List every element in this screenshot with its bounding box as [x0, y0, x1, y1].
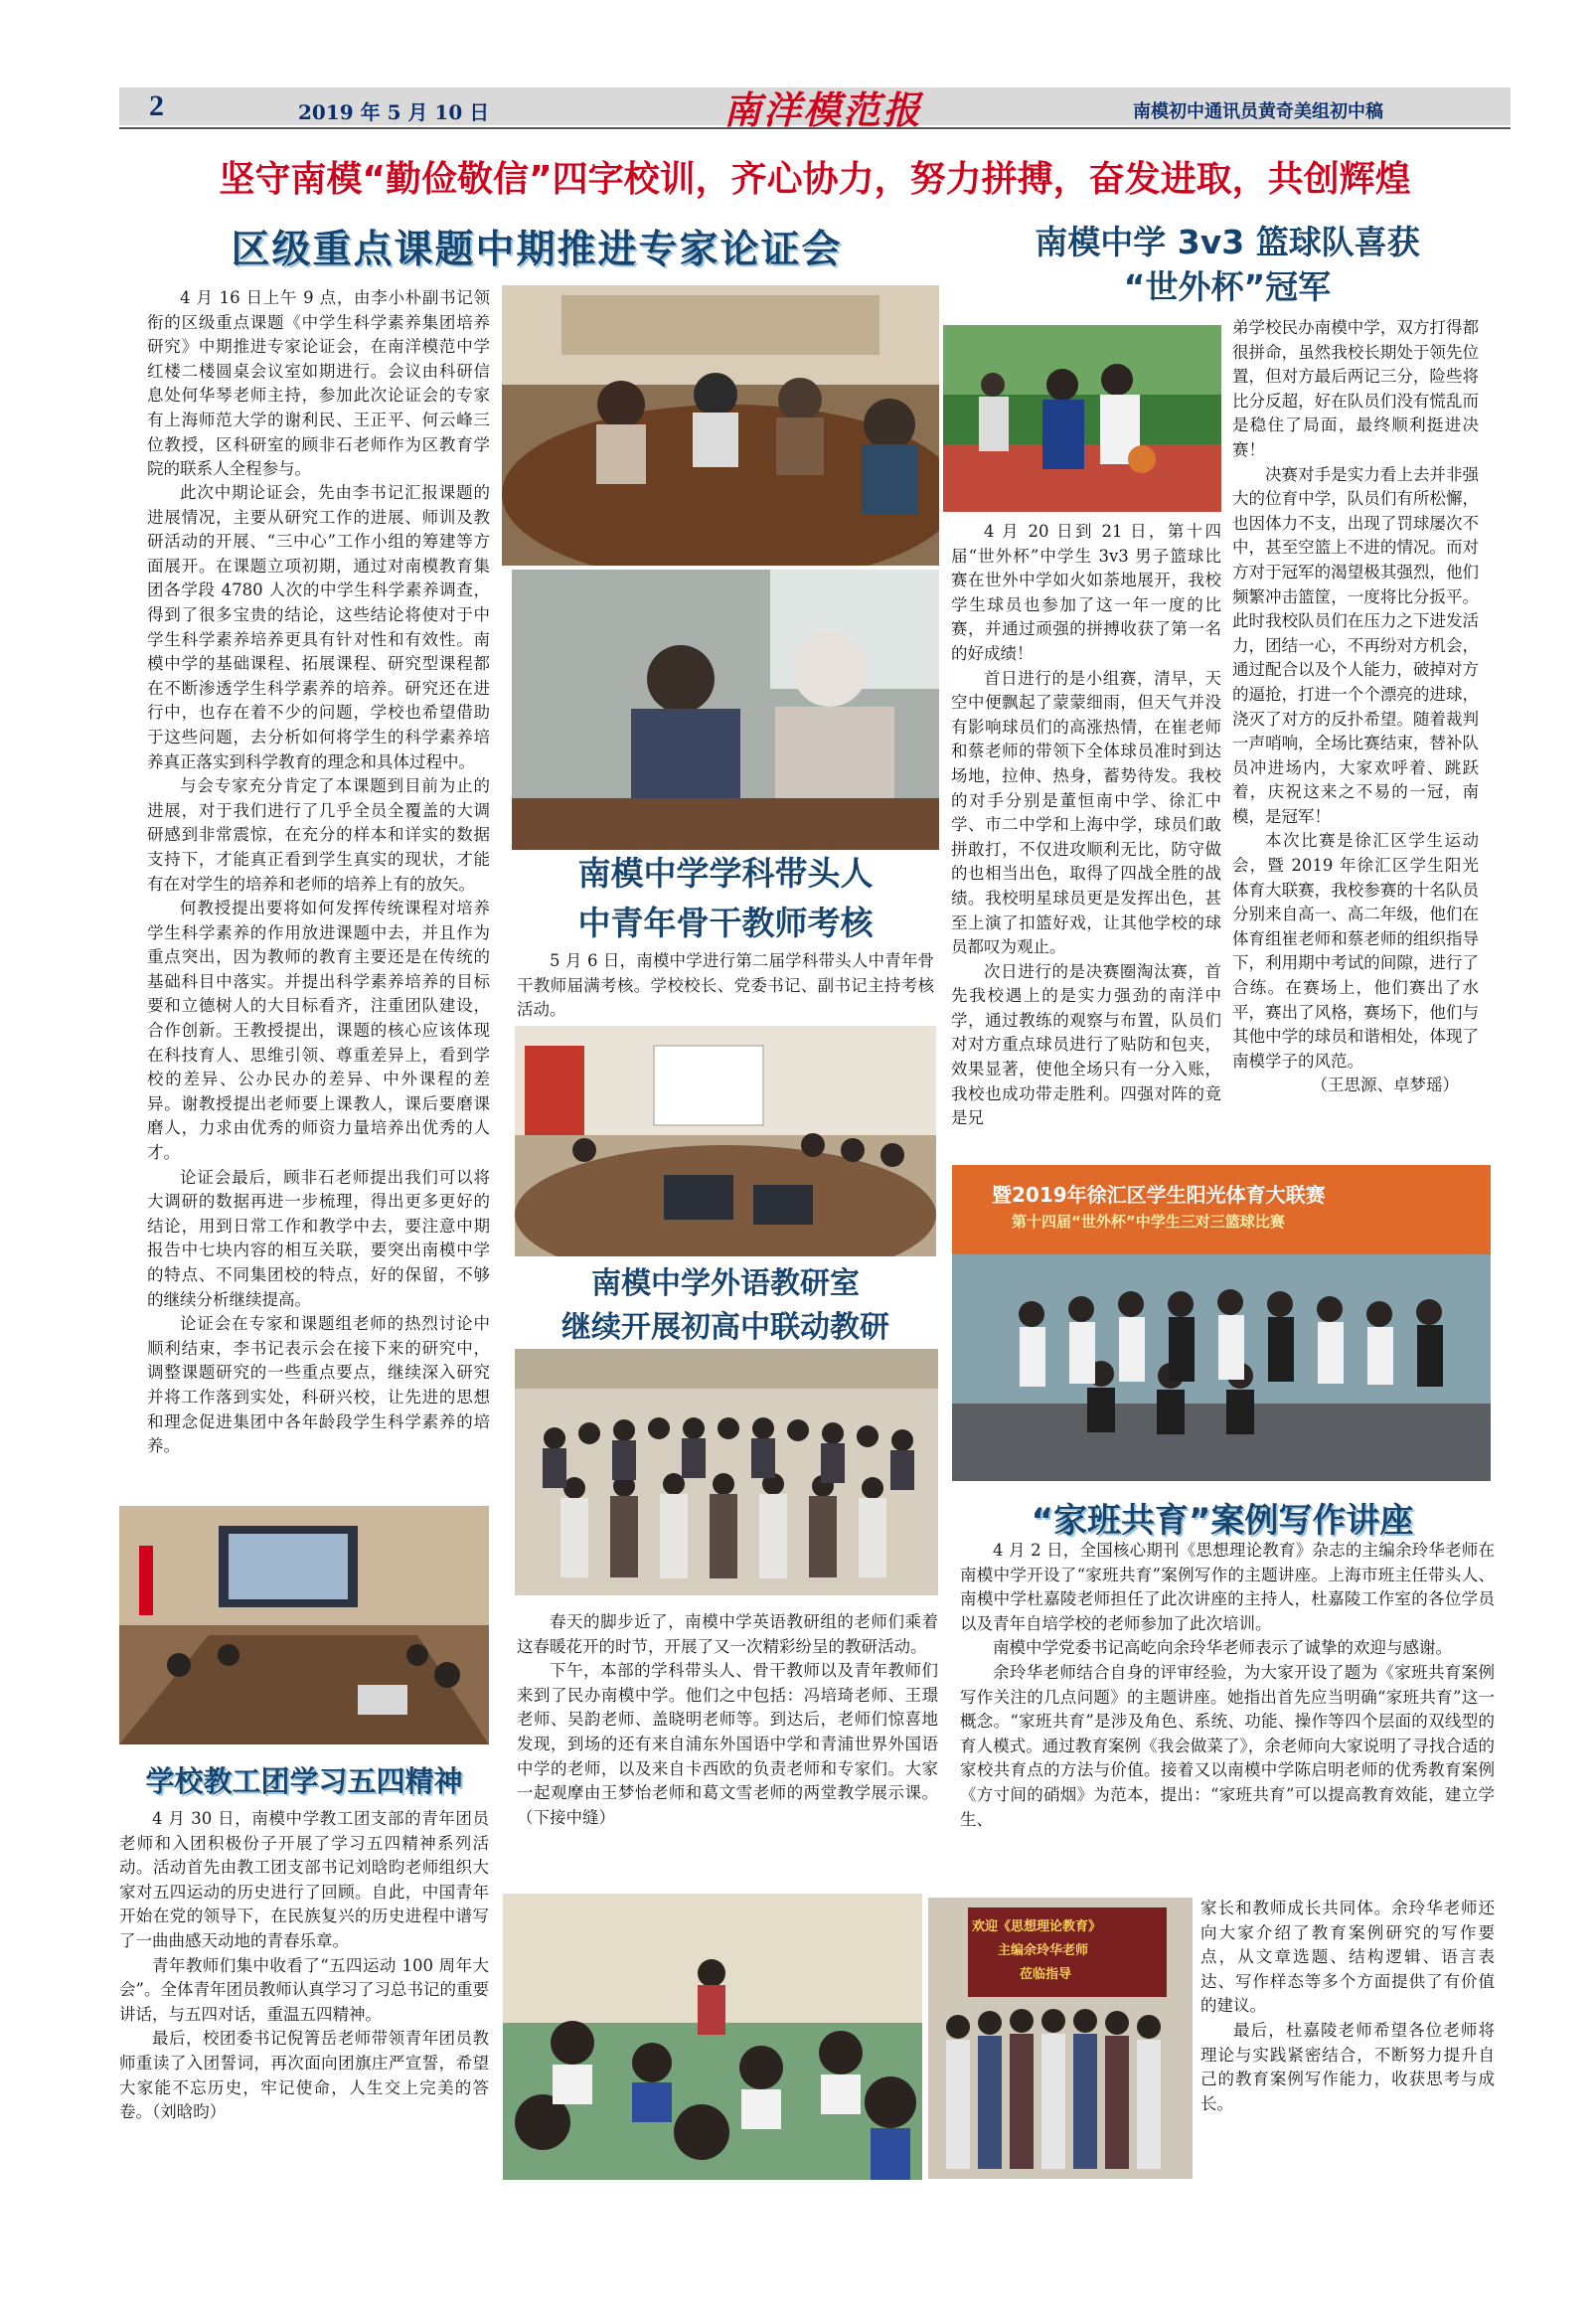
- english-group-photo: [515, 1349, 938, 1595]
- article5-p2: 青年教师们集中收看了“五四运动 100 周年大会”。全体青年团员教师认真学习了习总书记的重要讲话，与五四对话，重温五四精神。: [119, 1955, 489, 2024]
- article1-p1: 4 月 16 日上午 9 点，由李小朴副书记领衔的区级重点课题《中学生科学素养集团培养研究》中期推进专家论证会，在南洋模范中学红楼二楼圆桌会议室如期进行。会议由科研信息处何华琴老师主持，参加此次论证会的专家有上海师范大学的谢利民、王正平、何云峰三位教授，区科研室的顾非石老师作为区教育学院的联系人全程参与。: [147, 288, 490, 479]
- wusi-meeting-photo: [119, 1506, 489, 1744]
- basketball-team-photo: [952, 1165, 1491, 1481]
- article2-right-p3: 本次比赛是徐汇区学生运动会，暨 2019 年徐汇区学生阳光体育大联赛，我校参赛的十名队员分别来自高一、高二年级，他们在体育组崔老师和蔡老师的组织指导下，利用期中考试的间隙，进行了合练。在赛场上，他们赛出了水平，赛出了风格，赛场下，他们与其他中学的球员和谐相处，体现了南模学子的风范。: [1232, 831, 1479, 1071]
- article2-right-column: [1232, 316, 1479, 1098]
- article1-body-top: [147, 286, 490, 482]
- article1-p2: 此次中期论证会，先由李书记汇报课题的进展情况，主要从研究工作的进展、师训及教研活动的开展、“三中心”工作小组的筹建等方面展开。在课题立项初期，通过对南模教育集团各学段 4780 人次的中学生科学素养调查，得到了很多宝贵的结论，这些结论将使对于中学生科学素养培养更具有针对性和有效性。南模中学的基础课程、拓展课程、研究型课程都在不断渗透学生科学素养的培养。研究还在进行中，也存在着不少的问题，学校也希望借助于这些问题，去分析如何将学生的科学素养培养真正落实到科学教育的理念和具体过程中。: [147, 483, 490, 771]
- article6-p5: 最后，杜嘉陵老师希望各位老师将理论与实践紧密结合，不断努力提升自己的教育案例写作能力，收获思考与成长。: [1200, 2020, 1495, 2113]
- issue-date: 2019 年 5 月 10 日: [298, 100, 490, 124]
- masthead: 南洋模范报: [723, 87, 923, 132]
- article3-title-line1: 南模中学学科带头人: [577, 854, 874, 893]
- article5-p1: 4 月 30 日，南模中学教工团支部的青年团员老师和入团积极份子开展了学习五四精神系列活动。活动首先由教工团支部书记刘晗昀老师组织大家对五四运动的历史进行了回顾。自此，中国青年开始在党的领导下，在民族复兴的历史进程中谱写了一曲曲感天动地的青春乐章。: [119, 1809, 489, 1950]
- article6-p2: 南模中学党委书记高屹向余玲华老师表示了诚挚的欢迎与感谢。: [993, 1638, 1452, 1658]
- article5-p3: 最后，校团委书记倪箐岳老师带领青年团员教师重读了入团誓词，再次面向团旗庄严宣誓，希望大家能不忘历史，牢记使命，人生交上完美的答卷。（刘晗昀）: [119, 2029, 489, 2122]
- classroom-photo: [503, 1894, 922, 2180]
- article2-mid-column: [951, 520, 1221, 1131]
- article4-p2: 下午，本部的学科带头人、骨干教师以及青年教师们来到了民办南模中学。他们之中包括：冯培琦老师、王璟老师、吴韵老师、盖晓明老师等。到达后，老师们惊喜地发现，到场的还有来自浦东外国语中学和青浦世界外国语中学的老师，以及来自卡西欧的负责老师和专家们。大家一起观摩由王梦怡老师和葛文雪老师的两堂教学展示课。（下接中缝）: [517, 1661, 938, 1827]
- article5-body: [119, 1807, 489, 2125]
- article2-byline: （王思源、卓梦瑶）: [1311, 1076, 1459, 1095]
- article1-p6: 论证会在专家和课题组老师的热烈讨论中顺利结束，李书记表示会在接下来的研究中，调整课题研究的一些重点要点，继续深入研究并将工作落到实处，科研兴校，让先进的思想和理念促进集团中各年龄段学生科学素养的培养。: [147, 1314, 490, 1456]
- article6-title: “家班共育”案例写作讲座: [1031, 1501, 1414, 1541]
- header-credit: 南模初中通讯员黄奇美组初中稿: [1133, 101, 1383, 122]
- article6-p4: 家长和教师成长共同体。余玲华老师还向大家介绍了教育案例研究的写作要点，从文章选题、结构逻辑、语言表达、写作样态等多个方面提供了有价值的建议。: [1200, 1899, 1495, 2016]
- article2-mid-p1: 4 月 20 日到 21 日，第十四届“世外杯”中学生 3v3 男子篮球比赛在世外中学如火如荼地展开，我校学生球员也参加了这一年一度的比赛，并通过顽强的拼搏收获了第一名的好成绩！: [951, 522, 1221, 663]
- article6-body-bottom: [1200, 1897, 1495, 2116]
- school-motto-banner: 坚守南模“勤俭敬信”四字校训，齐心协力，努力拼搏，奋发进取，共创辉煌: [219, 159, 1411, 200]
- article2-title-line2: “世外杯”冠军: [1123, 267, 1332, 306]
- article4-title-line1: 南模中学外语教研室: [591, 1266, 860, 1301]
- article5-title: 学校教工团学习五四精神: [145, 1764, 463, 1798]
- assessment-photo: [515, 1026, 936, 1256]
- lecture-screen-line2: 主编余玲华老师: [998, 1943, 1089, 1958]
- article2-right-p2: 决赛对手是实力看上去并非强大的位育中学，队员们有所松懈，也因体力不支，出现了罚球屡次不中，甚至空篮上不进的情况。而对方对于冠军的渴望极其强烈，他们频繁冲击篮筐，一度将比分扳平。此时我校队员们在压力之下进发活力，团结一心，不再纷对方机会，通过配合以及个人能力，破掉对方的逼抢，打进一个个漂亮的进球，浇灭了对方的反扑希望。随着裁判一声哨响，全场比赛结束，替补队员冲进场内，大家欢呼着、跳跃着，庆祝这来之不易的一冠，南模，是冠军！: [1232, 464, 1479, 826]
- article3-p1: 5 月 6 日，南模中学进行第二届学科带头人中青年骨干教师届满考核。学校校长、党委书记、副书记主持考核活动。: [517, 951, 934, 1020]
- meeting-photo: [502, 285, 939, 566]
- article1-title: 区级重点课题中期推进专家论证会: [231, 228, 843, 272]
- article6-p3: 余玲华老师结合自身的评审经验，为大家开设了题为《家班共育案例写作关注的几点问题》的主题讲座。她指出首先应当明确“家班共育”这一概念。“家班共育”是涉及角色、系统、功能、操作等四个层面的双线型的育人模式。通过教育案例《我会做菜了》，余老师向大家说明了寻找合适的家校共育点的方法与价值。接着又以南模中学陈启明老师的优秀教育案例《方寸间的硝烟》为范本，提出：“家班共育”可以提高教育效能，建立学生、: [960, 1662, 1495, 1829]
- experts-photo: [512, 570, 939, 850]
- article2-title-line1: 南模中学 3v3 篮球队喜获: [1035, 223, 1420, 261]
- article6-p1: 4 月 2 日，全国核心期刊《思想理论教育》杂志的主编余玲华老师在南模中学开设了“家班共育”案例写作的主题讲座。上海市班主任带头人、南模中学杜嘉陵老师担任了此次讲座的主持人，杜嘉陵工作室的各位学员以及青年自培学校的老师参加了此次培训。: [960, 1541, 1495, 1633]
- article4-p1: 春天的脚步近了，南模中学英语教研组的老师们乘着这春暖花开的时节，开展了又一次精彩纷呈的教研活动。: [517, 1612, 938, 1656]
- article1-p3: 与会专家充分肯定了本课题到目前为止的进展，对于我们进行了几乎全员全覆盖的大调研感到非常震惊，在充分的样本和详实的数据支持下，才能真正看到学生真实的现状，才能有在对学生的培养和老师的培养上有的放矢。: [147, 776, 490, 894]
- lecture-screen-line1: 欢迎《思想理论教育》: [972, 1919, 1102, 1934]
- article4-body: [517, 1610, 938, 1830]
- lecture-screen-line3: 莅临指导: [1020, 1967, 1072, 1982]
- team-photo-banner-line1: 暨2019年徐汇区学生阳光体育大联赛: [992, 1183, 1326, 1207]
- article1-body-main: [147, 481, 490, 1459]
- page-number: 2: [149, 89, 164, 122]
- article2-right-top: 弟学校民办南模中学，双方打得都很拼命，虽然我校长期处于领先位置，但对方最后两记三分，险些将比分反超，好在队员们没有慌乱而是稳住了局面，最终顺利挺进决赛！: [1232, 318, 1479, 459]
- article1-p4: 何教授提出要将如何发挥传统课程对培养学生科学素养的作用放进课题中去，并且作为重点突出，因为教师的教育主要还是在传统的基础科目中落实。并提出科学素养培养的目标要和立德树人的大目标看齐，注重团队建设，合作创新。王教授提出，课题的核心应该体现在科技育人、思维引领、尊重差异上，看到学校的差异、公办民办的差异、中外课程的差异。谢教授提出老师要上课教人，课后要磨课磨人，力求由优秀的师资力量培养出优秀的人才。: [147, 899, 490, 1163]
- article4-title-line2: 继续开展初高中联动教研: [561, 1310, 889, 1345]
- article2-mid-p2: 首日进行的是小组赛，清早，天空中便飘起了蒙蒙细雨，但天气并没有影响球员们的高涨热情，在崔老师和蔡老师的带领下全体球员准时到达场地，拉伸、热身，蓄势待发。我校的对手分别是董恒南中学、徐汇中学、市二中学和上海中学，球员们敢拼敢打，不仅进攻顺利无比，防守做的也相当出色，取得了四战全胜的战绩。我校明星球员更是发挥出色，甚至上演了扣篮好戏，让其他学校的球员都叹为观止。: [951, 668, 1221, 957]
- lecture-group-photo: [928, 1898, 1193, 2179]
- team-photo-banner-line2: 第十四届“世外杯”中学生三对三篮球比赛: [1012, 1213, 1285, 1231]
- basketball-action-photo: [943, 325, 1221, 512]
- article2-mid-p3: 次日进行的是决赛圈淘汰赛，首先我校遇上的是实力强劲的南洋中学，通过教练的观察与布置，队员们对对方重点球员进行了贴防和包夹，效果显著，使他全场只有一分入账，我校也成功带走胜利。四强对阵的竟是兄: [951, 961, 1221, 1128]
- article6-body-top: [960, 1539, 1495, 1832]
- article3-title-line2: 中青年骨干教师考核: [577, 904, 874, 942]
- article3-body: [517, 949, 934, 1023]
- article1-p5: 论证会最后，顾非石老师提出我们可以将大调研的数据再进一步梳理，得出更多更好的结论，用到日常工作和教学中去，要注意中期报告中七块内容的相互关联，要突出南模中学的特点、不同集团校的特点，好的保留，不够的继续分析继续提高。: [147, 1167, 490, 1309]
